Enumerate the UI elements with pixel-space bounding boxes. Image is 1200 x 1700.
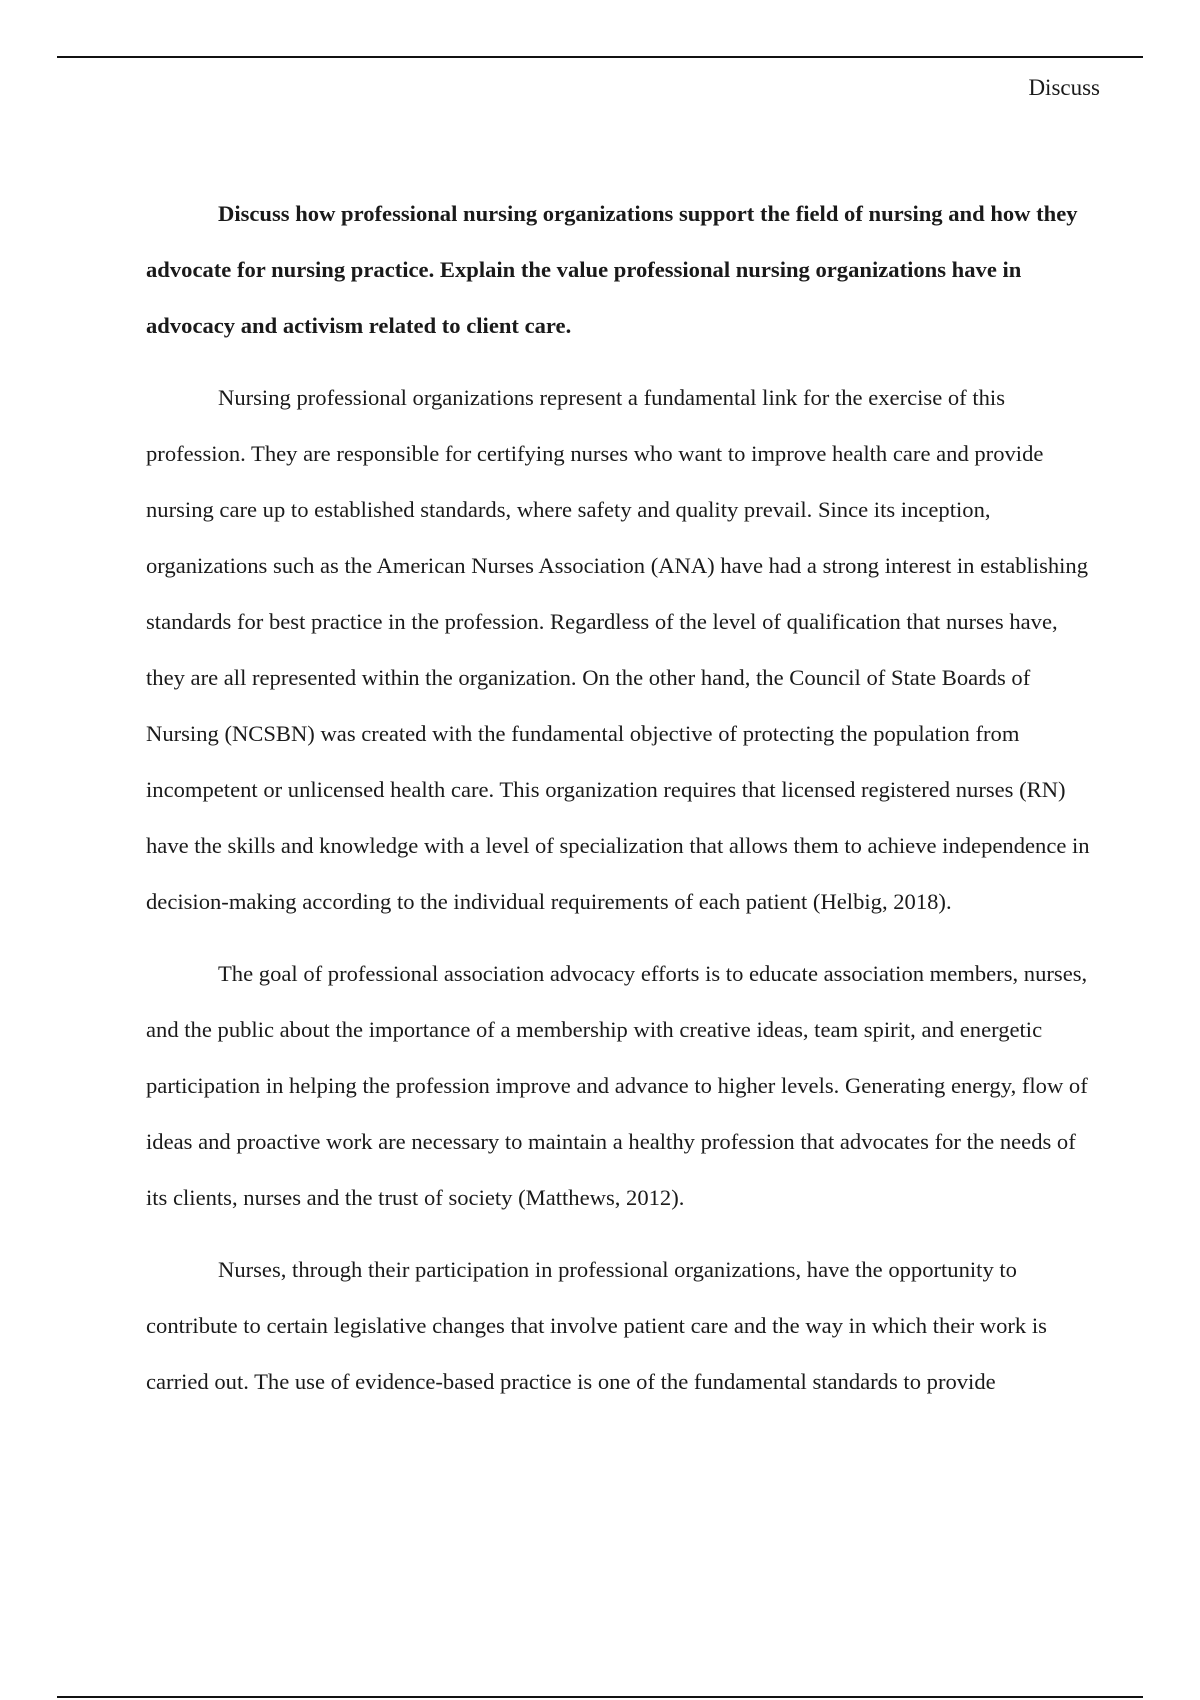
body-paragraph-2: The goal of professional association advocacy efforts is to educate association members, nurses, and the public about the importance of a membership with creative ideas, team spirit, and energetic participation in helping the profession improve and advance to higher levels. Generating energy, flow of ideas and proactive work are necessary to maintain a healthy profession that advocates for the needs of its clients, nurses and the trust of society (Matthews, 2012). [146, 961, 1088, 1210]
prompt-heading: Discuss how professional nursing organizations support the field of nursing and how they advocate for nursing practice. Explain the value professional nursing organizations have in advocacy and activism related to client care. [146, 201, 1078, 338]
top-rule [57, 56, 1143, 58]
bottom-rule [57, 1696, 1143, 1698]
document-body [146, 186, 1091, 1426]
body-paragraph-3: Nurses, through their participation in professional organizations, have the opportunity to contribute to certain legislative changes that involve patient care and the way in which their work is carried out. The use of evidence-based practice is one of the fundamental standards to provide [146, 1257, 1047, 1394]
body-paragraph-1: Nursing professional organizations represent a fundamental link for the exercise of this profession. They are responsible for certifying nurses who want to improve health care and provide nursing care up to established standards, where safety and quality prevail. Since its inception, organizations such as the American Nurses Association (ANA) have had a strong interest in establishing standards for best practice in the profession. Regardless of the level of qualification that nurses have, they are all represented within the organization. On the other hand, the Council of State Boards of Nursing (NCSBN) was created with the fundamental objective of protecting the population from incompetent or unlicensed health care. This organization requires that licensed registered nurses (RN) have the skills and knowledge with a level of specialization that allows them to achieve independence in decision-making according to the individual requirements of each patient (Helbig, 2018). [146, 385, 1090, 914]
running-head: Discuss [1028, 75, 1100, 100]
